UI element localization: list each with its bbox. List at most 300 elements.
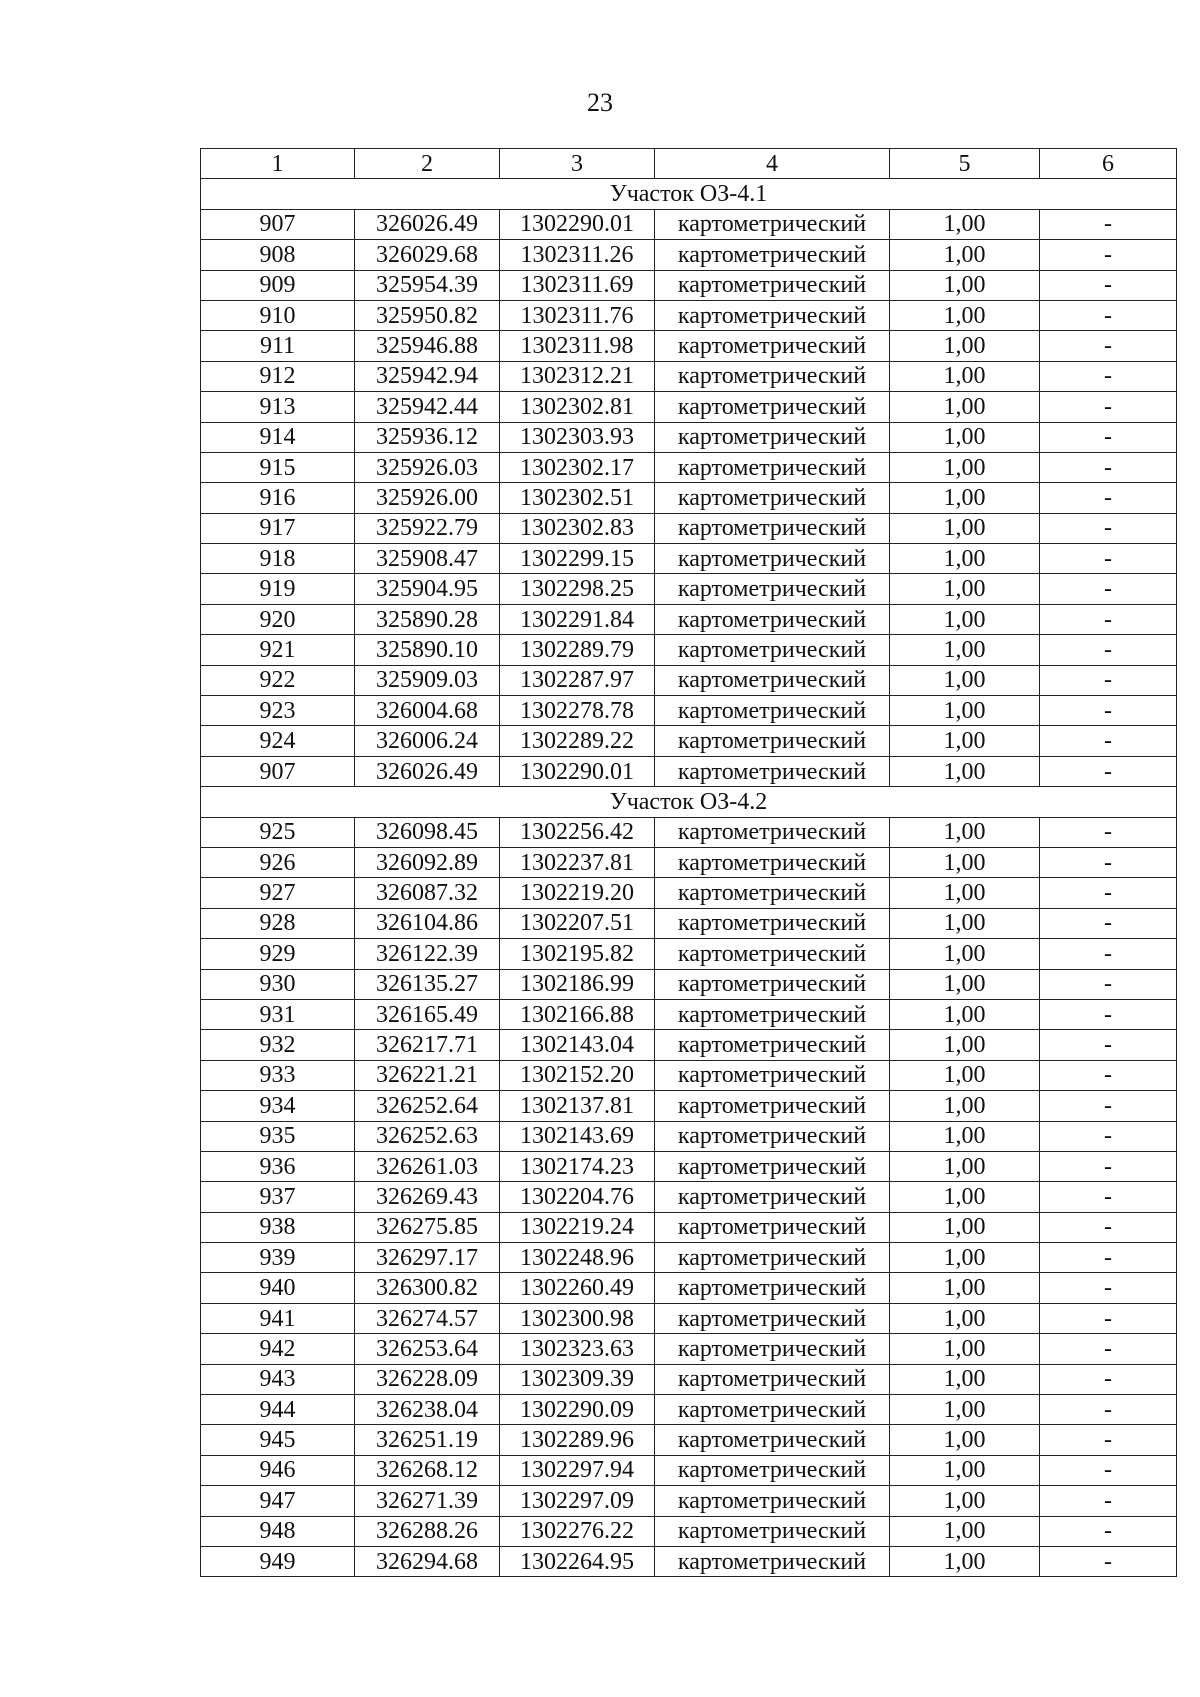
method-cell: картометрический [655,1060,890,1090]
accuracy-cell: 1,00 [890,1395,1040,1425]
accuracy-cell: 1,00 [890,1273,1040,1303]
accuracy-cell: 1,00 [890,1486,1040,1516]
method-cell: картометрический [655,422,890,452]
y-coordinate-cell: 1302195.82 [500,939,655,969]
point-number-cell: 907 [201,756,355,786]
note-cell: - [1040,1182,1177,1212]
table-row [201,1364,1177,1394]
table-row [201,665,1177,695]
note-cell: - [1040,1516,1177,1546]
method-cell: картометрический [655,939,890,969]
method-cell: картометрический [655,604,890,634]
accuracy-cell: 1,00 [890,452,1040,482]
y-coordinate-cell: 1302290.01 [500,209,655,239]
note-cell: - [1040,1243,1177,1273]
accuracy-cell: 1,00 [890,544,1040,574]
x-coordinate-cell: 325890.28 [355,604,500,634]
method-cell: картометрический [655,1182,890,1212]
table-row [201,361,1177,391]
x-coordinate-cell: 326238.04 [355,1395,500,1425]
point-number-cell: 947 [201,1486,355,1516]
column-header: 4 [655,149,890,179]
table-row [201,422,1177,452]
y-coordinate-cell: 1302311.98 [500,331,655,361]
method-cell: картометрический [655,452,890,482]
point-number-cell: 912 [201,361,355,391]
note-cell: - [1040,209,1177,239]
table-row [201,878,1177,908]
accuracy-cell: 1,00 [890,1060,1040,1090]
note-cell: - [1040,1334,1177,1364]
note-cell: - [1040,270,1177,300]
method-cell: картометрический [655,1121,890,1151]
point-number-cell: 946 [201,1455,355,1485]
y-coordinate-cell: 1302219.24 [500,1212,655,1242]
page-number: 23 [587,88,613,117]
point-number-cell: 943 [201,1364,355,1394]
y-coordinate-cell: 1302260.49 [500,1273,655,1303]
point-number-cell: 929 [201,939,355,969]
note-cell: - [1040,969,1177,999]
method-cell: картометрический [655,1334,890,1364]
table-row [201,1455,1177,1485]
accuracy-cell: 1,00 [890,969,1040,999]
note-cell: - [1040,1364,1177,1394]
accuracy-cell: 1,00 [890,1425,1040,1455]
point-number-cell: 924 [201,726,355,756]
table-row [201,696,1177,726]
point-number-cell: 927 [201,878,355,908]
point-number-cell: 913 [201,392,355,422]
table-row [201,331,1177,361]
table-row [201,270,1177,300]
accuracy-cell: 1,00 [890,878,1040,908]
table-row [201,513,1177,543]
accuracy-cell: 1,00 [890,361,1040,391]
table-row [201,969,1177,999]
point-number-cell: 939 [201,1243,355,1273]
method-cell: картометрический [655,1212,890,1242]
method-cell: картометрический [655,1546,890,1576]
accuracy-cell: 1,00 [890,300,1040,330]
point-number-cell: 922 [201,665,355,695]
x-coordinate-cell: 326026.49 [355,209,500,239]
x-coordinate-cell: 326029.68 [355,240,500,270]
method-cell: картометрический [655,1395,890,1425]
note-cell: - [1040,1151,1177,1181]
y-coordinate-cell: 1302143.69 [500,1121,655,1151]
point-number-cell: 923 [201,696,355,726]
note-cell: - [1040,817,1177,847]
x-coordinate-cell: 326098.45 [355,817,500,847]
accuracy-cell: 1,00 [890,1516,1040,1546]
note-cell: - [1040,452,1177,482]
note-cell: - [1040,1395,1177,1425]
method-cell: картометрический [655,1425,890,1455]
method-cell: картометрический [655,483,890,513]
accuracy-cell: 1,00 [890,696,1040,726]
point-number-cell: 918 [201,544,355,574]
section-title: Участок ОЗ-4.1 [201,179,1177,209]
accuracy-cell: 1,00 [890,1121,1040,1151]
note-cell: - [1040,1425,1177,1455]
accuracy-cell: 1,00 [890,574,1040,604]
y-coordinate-cell: 1302207.51 [500,908,655,938]
method-cell: картометрический [655,817,890,847]
point-number-cell: 909 [201,270,355,300]
note-cell: - [1040,1212,1177,1242]
x-coordinate-cell: 326252.64 [355,1091,500,1121]
accuracy-cell: 1,00 [890,1182,1040,1212]
x-coordinate-cell: 326087.32 [355,878,500,908]
point-number-cell: 934 [201,1091,355,1121]
table-row [201,908,1177,938]
point-number-cell: 930 [201,969,355,999]
y-coordinate-cell: 1302276.22 [500,1516,655,1546]
table-row [201,544,1177,574]
column-header: 5 [890,149,1040,179]
x-coordinate-cell: 325926.03 [355,452,500,482]
x-coordinate-cell: 325946.88 [355,331,500,361]
x-coordinate-cell: 326165.49 [355,999,500,1029]
method-cell: картометрический [655,1364,890,1394]
x-coordinate-cell: 326092.89 [355,847,500,877]
method-cell: картометрический [655,999,890,1029]
note-cell: - [1040,1030,1177,1060]
method-cell: картометрический [655,392,890,422]
section-title-row [201,787,1177,817]
x-coordinate-cell: 326275.85 [355,1212,500,1242]
note-cell: - [1040,726,1177,756]
column-header: 3 [500,149,655,179]
point-number-cell: 944 [201,1395,355,1425]
table-row [201,1334,1177,1364]
y-coordinate-cell: 1302152.20 [500,1060,655,1090]
accuracy-cell: 1,00 [890,1151,1040,1181]
accuracy-cell: 1,00 [890,817,1040,847]
table-row [201,1121,1177,1151]
coordinates-table-body [201,149,1177,1577]
x-coordinate-cell: 326261.03 [355,1151,500,1181]
accuracy-cell: 1,00 [890,331,1040,361]
x-coordinate-cell: 326135.27 [355,969,500,999]
x-coordinate-cell: 326271.39 [355,1486,500,1516]
point-number-cell: 935 [201,1121,355,1151]
accuracy-cell: 1,00 [890,1364,1040,1394]
accuracy-cell: 1,00 [890,999,1040,1029]
note-cell: - [1040,1546,1177,1576]
y-coordinate-cell: 1302298.25 [500,574,655,604]
point-number-cell: 925 [201,817,355,847]
table-row [201,939,1177,969]
y-coordinate-cell: 1302174.23 [500,1151,655,1181]
accuracy-cell: 1,00 [890,1546,1040,1576]
table-row [201,635,1177,665]
note-cell: - [1040,300,1177,330]
y-coordinate-cell: 1302278.78 [500,696,655,726]
table-row [201,1395,1177,1425]
note-cell: - [1040,878,1177,908]
point-number-cell: 949 [201,1546,355,1576]
method-cell: картометрический [655,240,890,270]
method-cell: картометрический [655,544,890,574]
table-row [201,1060,1177,1090]
y-coordinate-cell: 1302287.97 [500,665,655,695]
table-row [201,1303,1177,1333]
y-coordinate-cell: 1302264.95 [500,1546,655,1576]
y-coordinate-cell: 1302219.20 [500,878,655,908]
table-row [201,1516,1177,1546]
point-number-cell: 938 [201,1212,355,1242]
method-cell: картометрический [655,331,890,361]
point-number-cell: 915 [201,452,355,482]
y-coordinate-cell: 1302137.81 [500,1091,655,1121]
point-number-cell: 942 [201,1334,355,1364]
point-number-cell: 936 [201,1151,355,1181]
note-cell: - [1040,939,1177,969]
section-title-row [201,179,1177,209]
method-cell: картометрический [655,756,890,786]
x-coordinate-cell: 326104.86 [355,908,500,938]
y-coordinate-cell: 1302302.81 [500,392,655,422]
accuracy-cell: 1,00 [890,209,1040,239]
note-cell: - [1040,513,1177,543]
x-coordinate-cell: 326221.21 [355,1060,500,1090]
column-header: 6 [1040,149,1177,179]
note-cell: - [1040,1060,1177,1090]
x-coordinate-cell: 326300.82 [355,1273,500,1303]
method-cell: картометрический [655,513,890,543]
x-coordinate-cell: 325890.10 [355,635,500,665]
note-cell: - [1040,1091,1177,1121]
note-cell: - [1040,999,1177,1029]
note-cell: - [1040,544,1177,574]
x-coordinate-cell: 326228.09 [355,1364,500,1394]
y-coordinate-cell: 1302289.96 [500,1425,655,1455]
method-cell: картометрический [655,969,890,999]
x-coordinate-cell: 325922.79 [355,513,500,543]
table-row [201,574,1177,604]
method-cell: картометрический [655,270,890,300]
point-number-cell: 933 [201,1060,355,1090]
y-coordinate-cell: 1302290.01 [500,756,655,786]
note-cell: - [1040,422,1177,452]
x-coordinate-cell: 326251.19 [355,1425,500,1455]
accuracy-cell: 1,00 [890,1212,1040,1242]
accuracy-cell: 1,00 [890,240,1040,270]
y-coordinate-cell: 1302302.83 [500,513,655,543]
note-cell: - [1040,574,1177,604]
note-cell: - [1040,908,1177,938]
accuracy-cell: 1,00 [890,665,1040,695]
y-coordinate-cell: 1302237.81 [500,847,655,877]
method-cell: картометрический [655,726,890,756]
x-coordinate-cell: 325909.03 [355,665,500,695]
note-cell: - [1040,483,1177,513]
x-coordinate-cell: 325950.82 [355,300,500,330]
x-coordinate-cell: 326122.39 [355,939,500,969]
section-title: Участок ОЗ-4.2 [201,787,1177,817]
accuracy-cell: 1,00 [890,908,1040,938]
point-number-cell: 917 [201,513,355,543]
x-coordinate-cell: 325936.12 [355,422,500,452]
accuracy-cell: 1,00 [890,1243,1040,1273]
x-coordinate-cell: 325908.47 [355,544,500,574]
x-coordinate-cell: 326006.24 [355,726,500,756]
note-cell: - [1040,1455,1177,1485]
accuracy-cell: 1,00 [890,1334,1040,1364]
note-cell: - [1040,847,1177,877]
x-coordinate-cell: 326252.63 [355,1121,500,1151]
table-row [201,756,1177,786]
table-row [201,483,1177,513]
method-cell: картометрический [655,361,890,391]
x-coordinate-cell: 325954.39 [355,270,500,300]
note-cell: - [1040,604,1177,634]
x-coordinate-cell: 325942.44 [355,392,500,422]
x-coordinate-cell: 326268.12 [355,1455,500,1485]
x-coordinate-cell: 325904.95 [355,574,500,604]
accuracy-cell: 1,00 [890,1455,1040,1485]
method-cell: картометрический [655,696,890,726]
table-row [201,1273,1177,1303]
column-header: 1 [201,149,355,179]
point-number-cell: 919 [201,574,355,604]
y-coordinate-cell: 1302299.15 [500,544,655,574]
y-coordinate-cell: 1302166.88 [500,999,655,1029]
y-coordinate-cell: 1302248.96 [500,1243,655,1273]
column-header: 2 [355,149,500,179]
table-row [201,1243,1177,1273]
accuracy-cell: 1,00 [890,726,1040,756]
y-coordinate-cell: 1302311.26 [500,240,655,270]
table-row [201,604,1177,634]
method-cell: картометрический [655,209,890,239]
table-row [201,209,1177,239]
x-coordinate-cell: 326269.43 [355,1182,500,1212]
y-coordinate-cell: 1302311.69 [500,270,655,300]
x-coordinate-cell: 326274.57 [355,1303,500,1333]
point-number-cell: 921 [201,635,355,665]
table-row [201,1546,1177,1576]
accuracy-cell: 1,00 [890,939,1040,969]
accuracy-cell: 1,00 [890,1030,1040,1060]
y-coordinate-cell: 1302302.17 [500,452,655,482]
point-number-cell: 916 [201,483,355,513]
method-cell: картометрический [655,300,890,330]
point-number-cell: 937 [201,1182,355,1212]
x-coordinate-cell: 326004.68 [355,696,500,726]
x-coordinate-cell: 326217.71 [355,1030,500,1060]
x-coordinate-cell: 326026.49 [355,756,500,786]
accuracy-cell: 1,00 [890,513,1040,543]
method-cell: картометрический [655,1273,890,1303]
point-number-cell: 945 [201,1425,355,1455]
point-number-cell: 907 [201,209,355,239]
point-number-cell: 940 [201,1273,355,1303]
y-coordinate-cell: 1302300.98 [500,1303,655,1333]
y-coordinate-cell: 1302289.79 [500,635,655,665]
table-row [201,847,1177,877]
y-coordinate-cell: 1302297.94 [500,1455,655,1485]
method-cell: картометрический [655,635,890,665]
table-row [201,1425,1177,1455]
accuracy-cell: 1,00 [890,422,1040,452]
method-cell: картометрический [655,665,890,695]
method-cell: картометрический [655,1243,890,1273]
note-cell: - [1040,1121,1177,1151]
point-number-cell: 932 [201,1030,355,1060]
table-row [201,452,1177,482]
table-row [201,300,1177,330]
y-coordinate-cell: 1302290.09 [500,1395,655,1425]
y-coordinate-cell: 1302311.76 [500,300,655,330]
table-row [201,1091,1177,1121]
point-number-cell: 931 [201,999,355,1029]
y-coordinate-cell: 1302289.22 [500,726,655,756]
point-number-cell: 928 [201,908,355,938]
x-coordinate-cell: 325926.00 [355,483,500,513]
method-cell: картометрический [655,908,890,938]
accuracy-cell: 1,00 [890,756,1040,786]
method-cell: картометрический [655,1516,890,1546]
method-cell: картометрический [655,1151,890,1181]
table-row [201,1030,1177,1060]
note-cell: - [1040,392,1177,422]
point-number-cell: 911 [201,331,355,361]
y-coordinate-cell: 1302186.99 [500,969,655,999]
point-number-cell: 910 [201,300,355,330]
y-coordinate-cell: 1302303.93 [500,422,655,452]
accuracy-cell: 1,00 [890,483,1040,513]
y-coordinate-cell: 1302291.84 [500,604,655,634]
x-coordinate-cell: 325942.94 [355,361,500,391]
note-cell: - [1040,1303,1177,1333]
note-cell: - [1040,1486,1177,1516]
y-coordinate-cell: 1302312.21 [500,361,655,391]
method-cell: картометрический [655,878,890,908]
table-row [201,240,1177,270]
x-coordinate-cell: 326288.26 [355,1516,500,1546]
note-cell: - [1040,756,1177,786]
table-row [201,1212,1177,1242]
method-cell: картометрический [655,1091,890,1121]
note-cell: - [1040,331,1177,361]
y-coordinate-cell: 1302143.04 [500,1030,655,1060]
method-cell: картометрический [655,1303,890,1333]
y-coordinate-cell: 1302297.09 [500,1486,655,1516]
accuracy-cell: 1,00 [890,1091,1040,1121]
point-number-cell: 914 [201,422,355,452]
table-row [201,1151,1177,1181]
y-coordinate-cell: 1302302.51 [500,483,655,513]
accuracy-cell: 1,00 [890,392,1040,422]
note-cell: - [1040,635,1177,665]
note-cell: - [1040,665,1177,695]
table-row [201,1486,1177,1516]
y-coordinate-cell: 1302323.63 [500,1334,655,1364]
point-number-cell: 948 [201,1516,355,1546]
method-cell: картометрический [655,1486,890,1516]
table-row [201,999,1177,1029]
note-cell: - [1040,361,1177,391]
note-cell: - [1040,1273,1177,1303]
point-number-cell: 926 [201,847,355,877]
table-row [201,726,1177,756]
point-number-cell: 920 [201,604,355,634]
method-cell: картометрический [655,1030,890,1060]
coordinates-table [200,148,1177,1577]
